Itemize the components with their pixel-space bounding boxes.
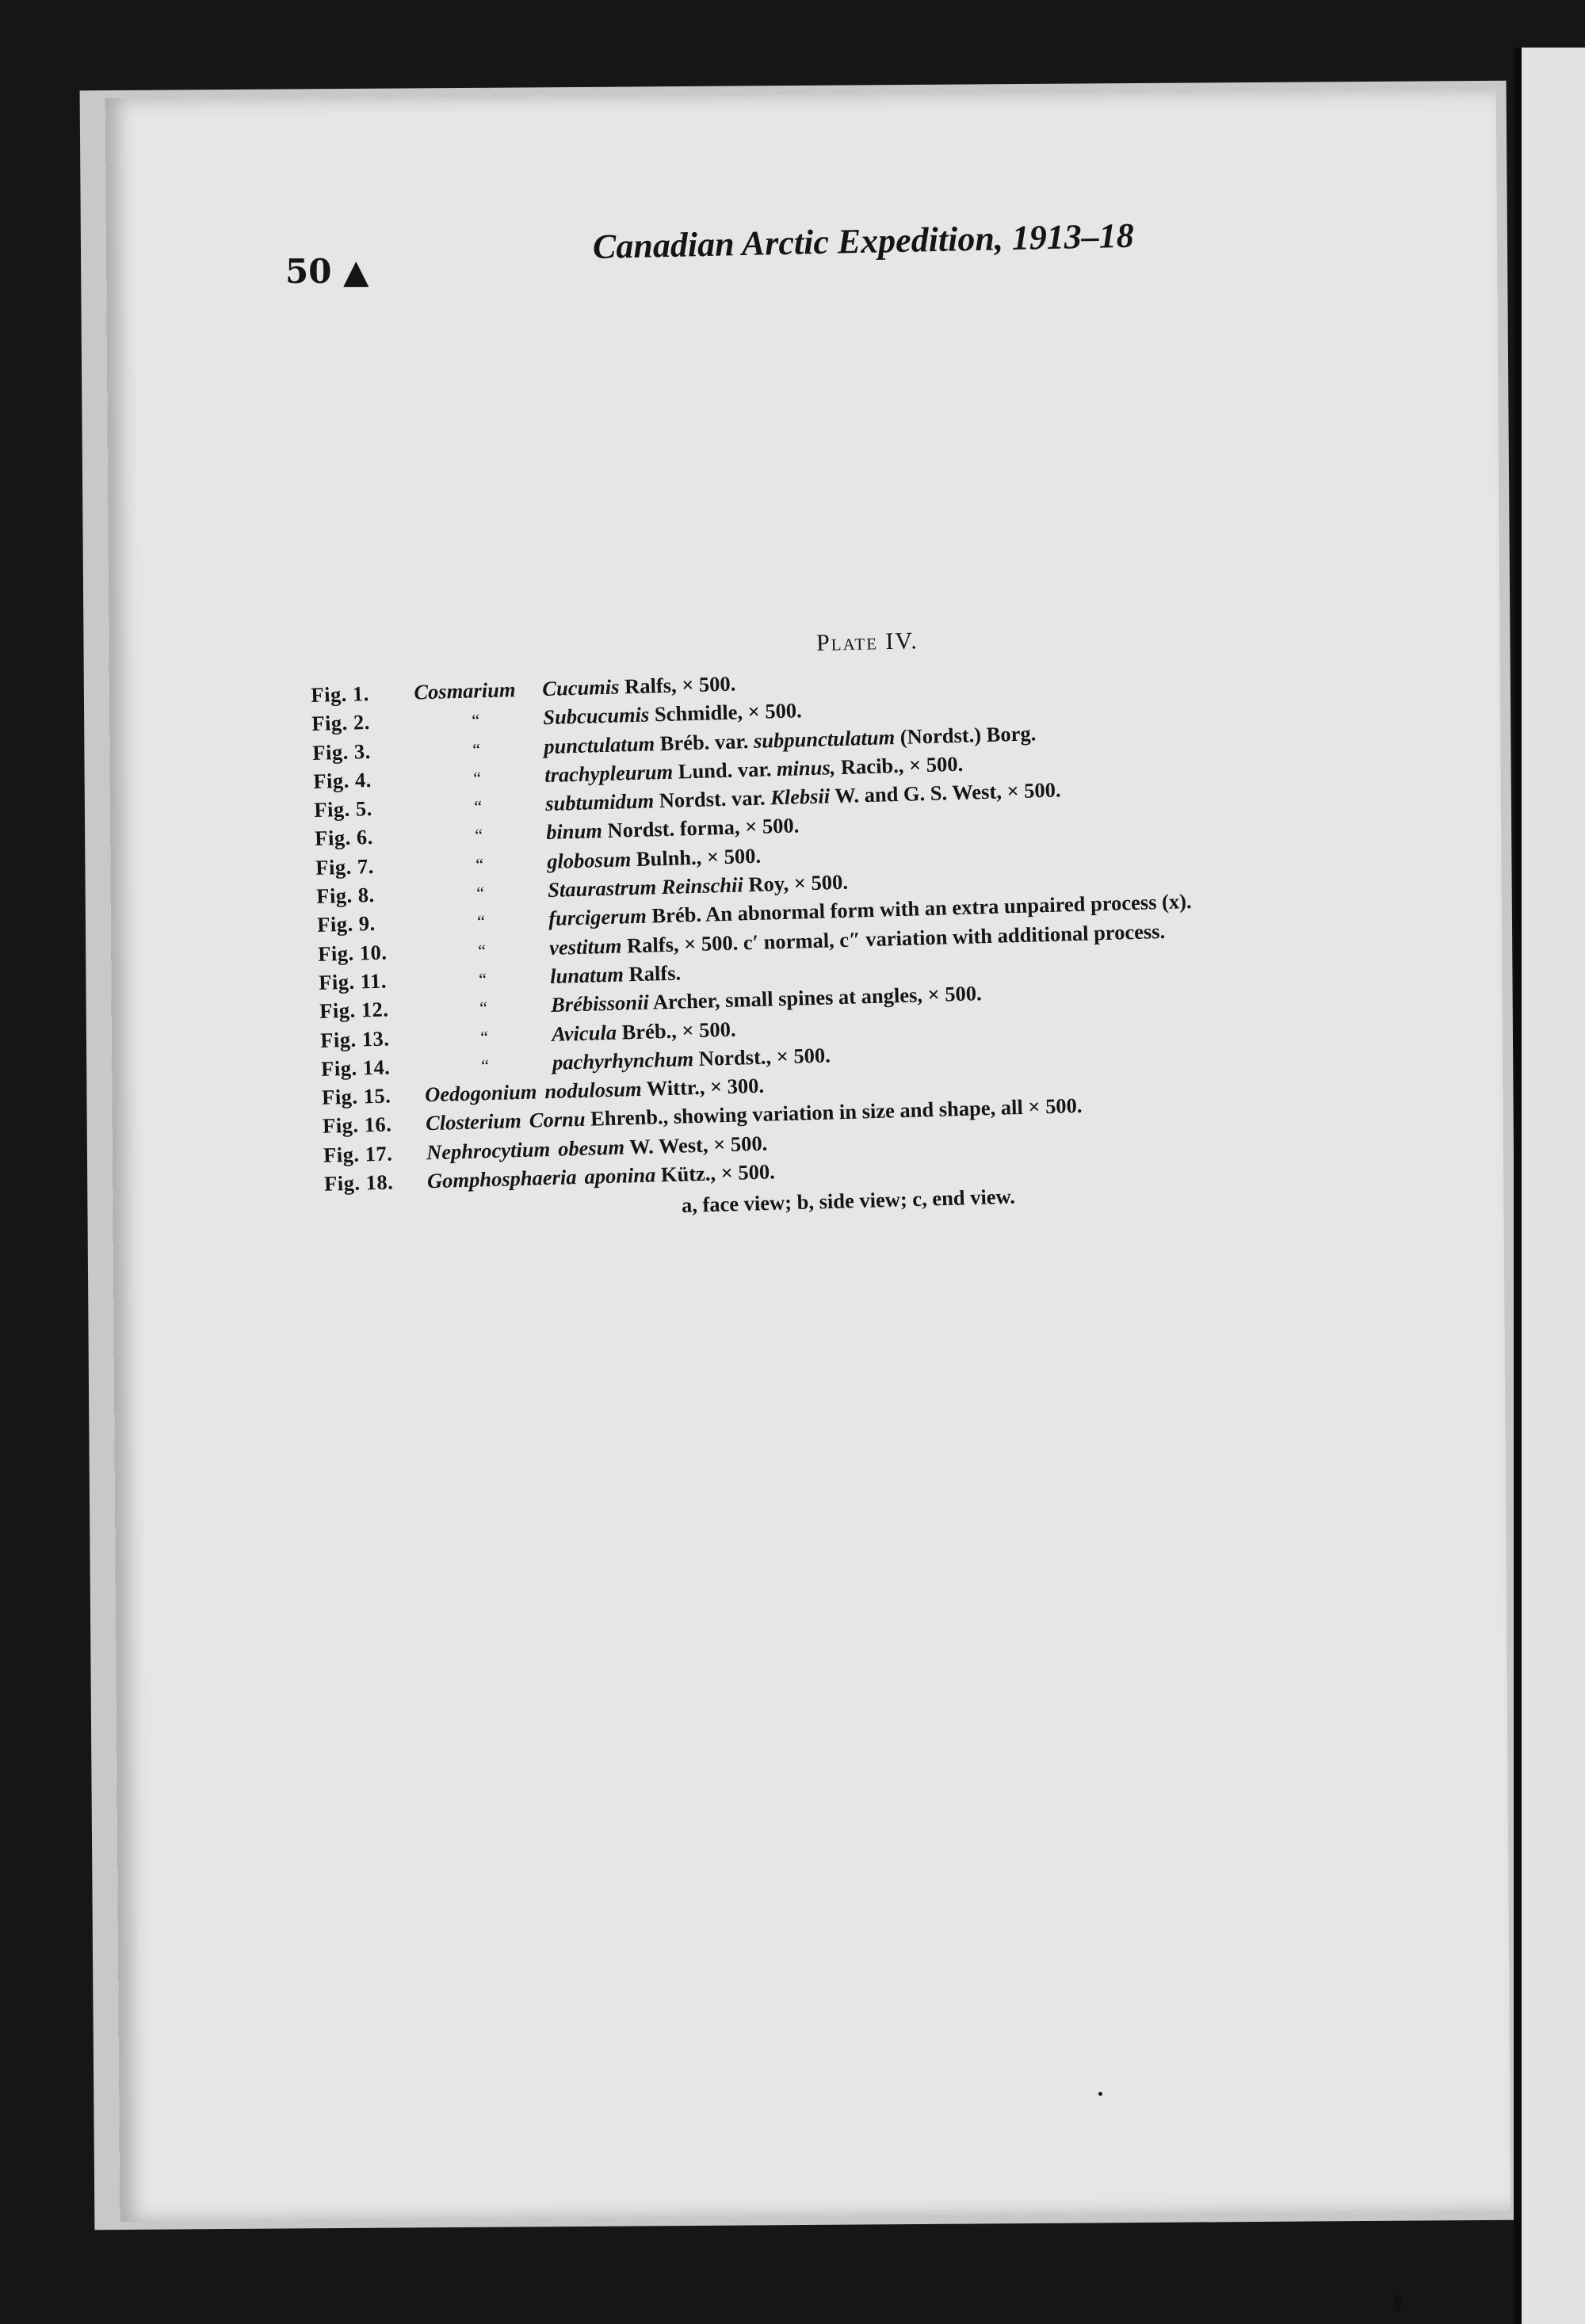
taxon-name: vestitum — [548, 933, 622, 960]
figure-genus: Closterium — [425, 1109, 522, 1135]
figure-genus: Cosmarium — [413, 677, 516, 704]
taxon-name: aponina — [584, 1162, 656, 1189]
figure-label: Fig. 6. — [314, 825, 374, 851]
description-text: Nordst. forma, × 500. — [602, 813, 800, 843]
figure-label: Fig. 16. — [322, 1112, 392, 1139]
dust-speck — [1098, 2092, 1102, 2096]
figure-genus: Nephrocytium — [426, 1136, 551, 1165]
running-header: Canadian Arctic Expedition, 1913–18 — [592, 216, 1135, 266]
figure-description — [544, 1074, 764, 1104]
ditto-mark: “ — [476, 911, 486, 932]
taxon-name: Klebsii — [770, 784, 831, 810]
taxon-name: obesum — [557, 1135, 625, 1161]
description-text: Ralfs, × 500. — [619, 671, 736, 699]
taxon-name: punctulatum — [543, 731, 655, 758]
description-text: Kütz., × 500. — [655, 1159, 776, 1187]
taxon-name: Subcucumis — [542, 702, 650, 730]
ditto-mark: “ — [472, 710, 480, 731]
taxon-name: nodulosum — [544, 1077, 643, 1104]
ditto-mark: “ — [479, 1026, 489, 1047]
description-text: Ralfs. — [623, 960, 682, 986]
description-text: Ralfs, × 500. c′ normal, c″ variation with additional process. — [621, 918, 1166, 958]
figure-label: Fig. 11. — [318, 968, 388, 994]
dust-speck — [1395, 2294, 1401, 2311]
figure-list — [311, 653, 1434, 1200]
description-text: Wittr., × 300. — [641, 1073, 765, 1101]
description-text: Bulnh., × 500. — [630, 843, 762, 871]
figure-description — [550, 960, 682, 988]
taxon-name: minus, — [776, 755, 836, 781]
description-text: Nordst. var. — [653, 785, 771, 813]
figure-label: Fig. 2. — [311, 710, 371, 736]
description-text: Bréb., × 500. — [616, 1017, 736, 1044]
figure-label: Fig. 1. — [311, 681, 370, 707]
facing-page-edge — [1514, 48, 1585, 2324]
figure-label: Fig. 13. — [319, 1026, 390, 1052]
description-text: Lund. var. — [672, 757, 777, 784]
figure-description — [542, 671, 736, 701]
ditto-mark: “ — [478, 969, 487, 990]
caption-note: a, face view; b, side view; c, end view. — [681, 1184, 1016, 1217]
figure-label: Fig. 8. — [315, 882, 376, 908]
figure-label: Fig. 5. — [313, 796, 373, 822]
figure-label: Fig. 12. — [319, 997, 389, 1024]
description-text: Schmidle, × 500. — [648, 698, 803, 727]
figure-label: Fig. 9. — [316, 911, 376, 937]
taxon-name: pachyrhynchum — [552, 1046, 694, 1074]
description-text: (Nordst.) Borg. — [894, 720, 1037, 749]
plate-title: Plate IV. — [815, 628, 919, 656]
ditto-mark: “ — [477, 940, 487, 961]
description-text: Archer, small spines at angles, × 500. — [648, 981, 983, 1014]
taxon-name: Cornu — [529, 1107, 586, 1133]
description-text: Racib., × 500. — [835, 751, 964, 780]
ditto-mark: “ — [479, 998, 488, 1018]
taxon-name: lunatum — [549, 962, 624, 988]
ditto-mark: “ — [472, 738, 481, 760]
figure-description — [552, 1017, 736, 1046]
taxon-name: globosum — [546, 846, 632, 873]
taxon-name: Cucumis — [541, 674, 620, 701]
taxon-name: subpunctulatum — [753, 724, 896, 753]
taxon-name: furcigerum — [548, 904, 647, 931]
taxon-name: Avicula — [551, 1020, 617, 1046]
ditto-mark: “ — [476, 883, 485, 903]
taxon-name: trachypleurum — [544, 759, 674, 787]
description-text: W. West, × 500. — [624, 1131, 768, 1159]
ditto-mark: “ — [472, 768, 482, 788]
description-text: Roy, × 500. — [743, 869, 849, 897]
figure-label: Fig. 18. — [323, 1170, 394, 1196]
taxon-name: Staurastrum Reinschii — [547, 872, 744, 903]
figure-label: Fig. 17. — [323, 1141, 393, 1167]
figure-label: Fig. 3. — [311, 738, 372, 765]
figure-label: Fig. 14. — [320, 1055, 391, 1081]
ditto-mark: “ — [480, 1055, 490, 1076]
figure-genus: Gomphosphaeria — [426, 1165, 577, 1193]
page-number: 50 ▲ — [285, 252, 369, 291]
ditto-mark: “ — [474, 825, 483, 845]
figure-label: Fig. 7. — [315, 853, 375, 880]
figure-description — [558, 1131, 768, 1161]
figure-genus: Oedogonium — [424, 1079, 537, 1107]
figure-description — [547, 844, 762, 874]
description-text: Bréb. var. — [654, 728, 754, 755]
description-text: Ehrenb., showing variation in size and shape, all × 500. — [585, 1093, 1083, 1131]
figure-label: Fig. 4. — [312, 767, 372, 793]
description-text: W. and G. S. West, × 500. — [829, 777, 1061, 808]
figure-description — [584, 1159, 775, 1189]
taxon-name: subtumidum — [544, 788, 655, 816]
taxon-name: binum — [545, 819, 603, 845]
figure-label: Fig. 10. — [317, 940, 388, 966]
taxon-name: Brébissonii — [550, 990, 650, 1017]
ditto-mark: “ — [475, 853, 484, 875]
description-text: Bréb. An abnormal form with an extra unpaired process (x). — [646, 889, 1192, 929]
description-text: Nordst., × 500. — [693, 1043, 831, 1070]
figure-label: Fig. 15. — [321, 1083, 391, 1109]
ditto-mark: “ — [473, 796, 483, 817]
